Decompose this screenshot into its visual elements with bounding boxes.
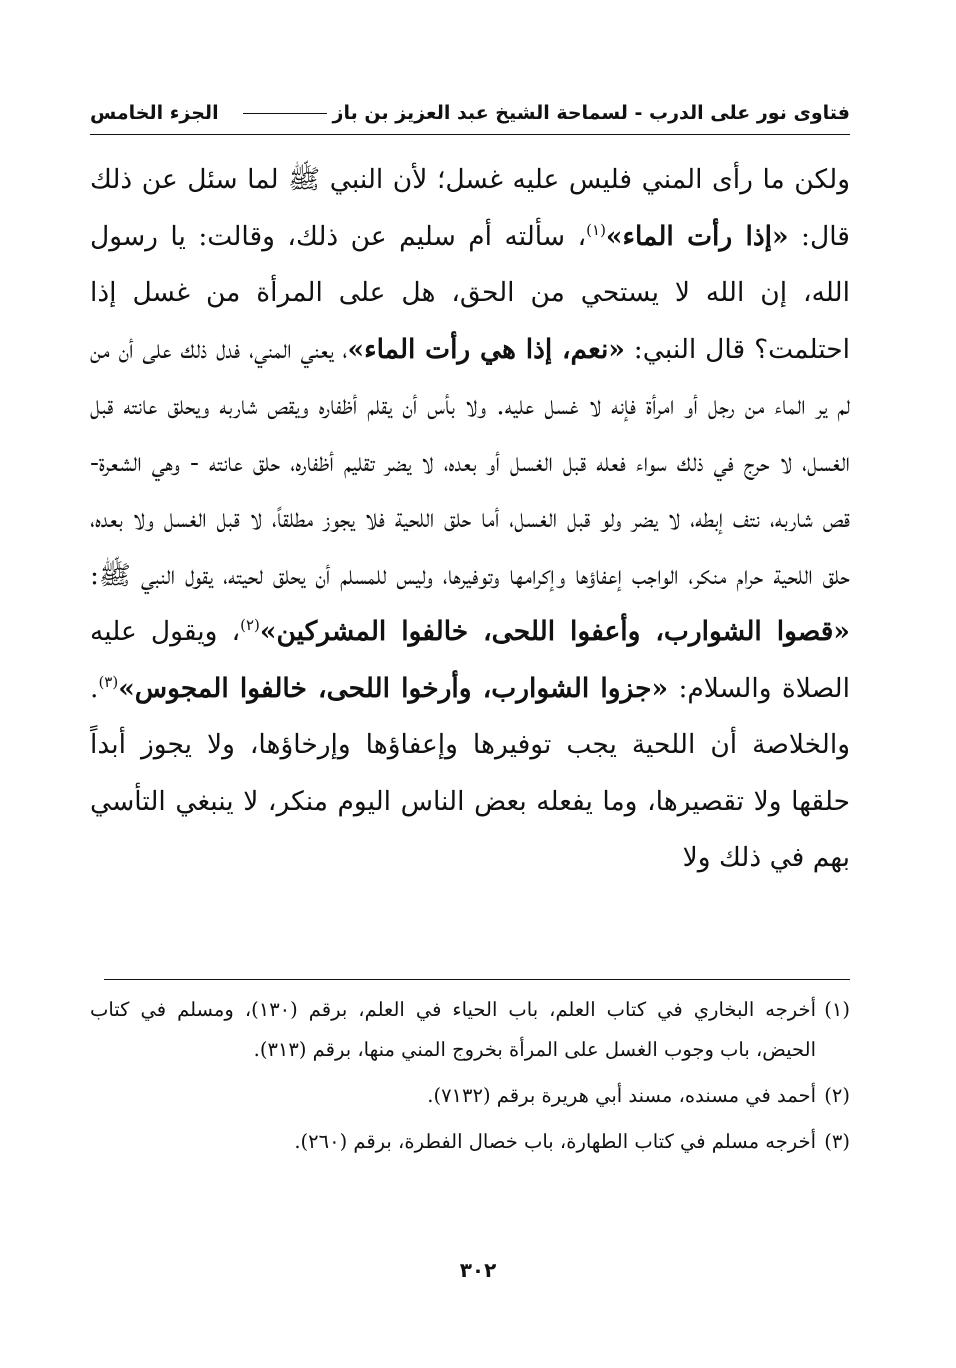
main-text (90, 152, 850, 887)
footnotes (90, 990, 850, 1168)
footnote-separator (104, 979, 850, 980)
footnote-ref-3[interactable]: (٣) (98, 672, 119, 691)
hadith-quote: «جزوا الشوارب، وأرخوا اللحى، خالفوا المجوس» (118, 672, 669, 704)
footnote-2 (90, 1076, 850, 1116)
header-rule (90, 134, 850, 135)
body-paragraph (90, 152, 850, 887)
footnote-number: (١) (824, 998, 850, 1021)
page-number: ٣٠٢ (459, 1258, 497, 1282)
footnote-number: (٢) (824, 1084, 850, 1107)
footnote-text: أحمد في مسنده، مسند أبي هريرة برقم (٧١٣٢). (427, 1084, 816, 1107)
footnote-number: (٣) (824, 1130, 850, 1153)
body-segment: ، ويقول عليه الصلاة والسلام: (90, 616, 850, 704)
header-volume-title: الجزء الخامس (90, 102, 219, 124)
body-segment: . والخلاصة أن اللحية يجب توفيرها وإعفاؤها وإرخاؤها، ولا يجوز أبداً حلقها ولا تقصيرها، وما يفعله بعض الناس اليوم منكر، لا ينبغي التأسي بهم في ذلك ولا (90, 672, 850, 873)
hadith-quote: «نعم، إذا هي رأت الماء» (347, 333, 625, 365)
footnote-ref-2[interactable]: (٢) (240, 616, 260, 635)
header-title-right (237, 102, 850, 124)
header-book-title: فتاوى نور على الدرب - لسماحة الشيخ عبد العزيز بن باز (332, 102, 850, 124)
body-segment: ، سألته أم سليم عن ذلك، وقالت: يا رسول الله، إن الله لا يستحي من الحق، هل على المرأة من غسل إذا احتلمت؟ قال النبي: (90, 220, 850, 365)
footnote-ref-1[interactable]: (١) (586, 220, 606, 239)
running-header (90, 96, 850, 130)
body-segment: ولكن ما رأى المني فليس عليه غسل؛ لأن النبي ﷺ لما سئل عن ذلك قال: (90, 164, 850, 252)
hadith-quote: «إذا رأت الماء» (605, 220, 789, 252)
body-segment: ، يعني المني، فدل ذلك على أن من لم ير الماء من رجل أو امرأة فإنه لا غسل عليه. ولا بأس أن يقلم أظفاره ويقص شاربه ويحلق عانته قبل الغسل، لا حرج في ذلك سواء فعله قبل الغسل أو بعده، لا يضر تقليم أظفاره، حلق عانته - وهي الشعرة- قص شاربه، نتف إبطه، لا يضر ولو قبل الغسل، أما حلق اللحية فلا يجوز مطلقاً، لا قبل الغسل ولا بعده، حلق اللحية حرام منكر، الواجب إعفاؤها وإكرامها وتوفيرها، وليس للمسلم أن يحلق لحيته، يقول النبي ﷺ: (90, 333, 850, 591)
footnote-text: أخرجه البخاري في كتاب العلم، باب الحياء في العلم، برقم (١٣٠)، ومسلم في كتاب الحيض، باب وجوب الغسل على المرأة بخروج المني منها، برقم (٣١٣). (90, 998, 817, 1061)
footnote-text: أخرجه مسلم في كتاب الطهارة، باب خصال الفطرة، برقم (٢٦٠). (294, 1130, 816, 1153)
footnote-3 (90, 1122, 850, 1162)
header-inline-rule (243, 113, 327, 114)
hadith-quote: «قصوا الشوارب، وأعفوا اللحى، خالفوا المشركين» (259, 616, 850, 647)
footnote-1 (90, 990, 850, 1070)
